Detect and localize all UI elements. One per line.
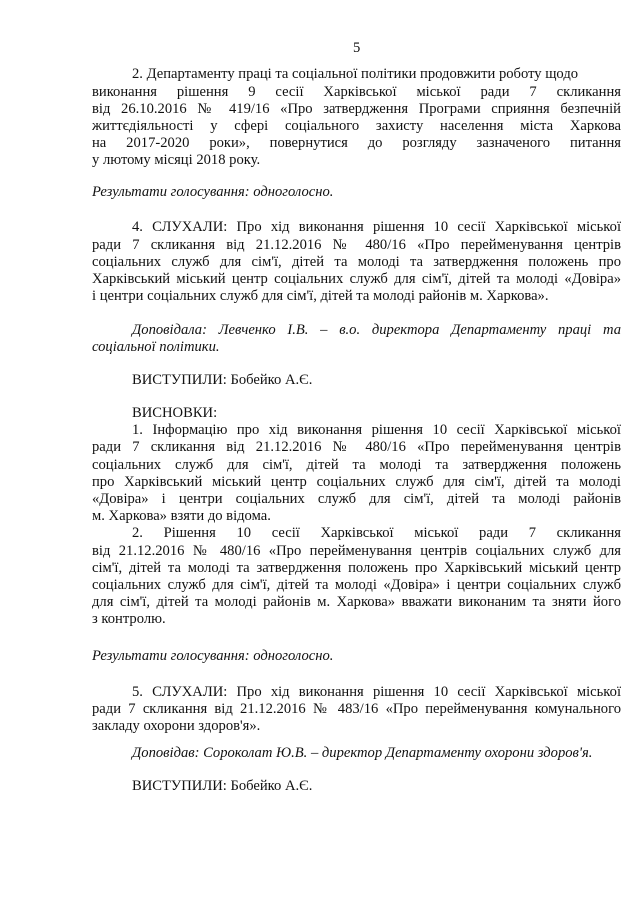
- page-number: 5: [353, 40, 361, 56]
- speakers-item5: ВИСТУПИЛИ: Бобейко А.Є.: [132, 778, 313, 794]
- item4-line: соціальних служб для сім'ї, дітей та молоді та затвердження положень про: [92, 254, 621, 270]
- item5-line: закладу охорони здоров'я».: [92, 718, 261, 734]
- conclusions-heading: ВИСНОВКИ:: [132, 405, 218, 421]
- conclusion2-line: сім'ї, дітей та молоді та затвердження положень про Харківський міський центр: [92, 560, 621, 576]
- item4-line: ради 7 скликання від 21.12.2016 № 480/16 «Про перейменування центрів: [92, 237, 621, 253]
- conclusion1-line: м. Харкова» взяти до відома.: [92, 508, 271, 524]
- speakers-item4: ВИСТУПИЛИ: Бобейко А.Є.: [132, 372, 313, 388]
- conclusion1-line: 1. Інформацію про хід виконання рішення 10 сесії Харківської міської: [132, 422, 621, 438]
- conclusion2-line: 2. Рішення 10 сесії Харківської міської ради 7 скликання: [132, 525, 621, 541]
- conclusion2-line: від 21.12.2016 № 480/16 «Про перейменування центрів соціальних служб для: [92, 543, 621, 559]
- reporter-item5: Доповідав: Сороколат Ю.В. – директор Департаменту охорони здоров'я.: [132, 745, 593, 761]
- conclusion1-line: «Довіра» і центри соціальних служб для сім'ї, дітей та молоді районів: [92, 491, 621, 507]
- item4-line: 4. СЛУХАЛИ: Про хід виконання рішення 10 сесії Харківської міської: [132, 219, 621, 235]
- item5-line: ради 7 скликання від 21.12.2016 № 483/16 «Про перейменування комунального: [92, 701, 621, 717]
- conclusion1-line: про Харківський міський центр соціальних служб для сім'ї, дітей та молоді: [92, 474, 621, 490]
- voting-result: Результати голосування: одноголосно.: [92, 184, 334, 200]
- reporter-line: соціальної політики.: [92, 339, 220, 355]
- item4-line: Харківський міський центр соціальних служб для сім'ї, дітей та молоді «Довіра»: [92, 271, 621, 287]
- conclusion1-line: ради 7 скликання від 21.12.2016 № 480/16 «Про перейменування центрів: [92, 439, 621, 455]
- item2-line: на 2017-2020 роки», повернутися до розгляду зазначеного питання: [92, 135, 621, 151]
- item2-line: у лютому місяці 2018 року.: [92, 152, 261, 168]
- item5-line: 5. СЛУХАЛИ: Про хід виконання рішення 10 сесії Харківської міської: [132, 684, 621, 700]
- conclusion2-line: для сім'ї, дітей та молоді районів м. Харкова» вважати виконаним та зняти його: [92, 594, 621, 610]
- item4-line: і центри соціальних служб для сім'ї, дітей та молоді районів м. Харкова».: [92, 288, 549, 304]
- item2-line: від 26.10.2016 № 419/16 «Про затвердження Програми сприяння безпечній: [92, 101, 621, 117]
- item2-line: виконання рішення 9 сесії Харківської міської ради 7 скликання: [92, 84, 621, 100]
- conclusion2-line: з контролю.: [92, 611, 166, 627]
- item2-line: 2. Департаменту праці та соціальної політики продовжити роботу щодо: [132, 66, 579, 82]
- conclusion1-line: соціальних служб для сім'ї, дітей та молоді та затвердження положень: [92, 457, 621, 473]
- voting-result: Результати голосування: одноголосно.: [92, 648, 334, 664]
- conclusion2-line: соціальних служб для сім'ї, дітей та молоді «Довіра» і центри соціальних служб: [92, 577, 621, 593]
- reporter-line: Доповідала: Левченко І.В. – в.о. директора Департаменту праці та: [132, 322, 621, 338]
- item2-line: життєдіяльності у сфері соціального захисту населення міста Харкова: [92, 118, 621, 134]
